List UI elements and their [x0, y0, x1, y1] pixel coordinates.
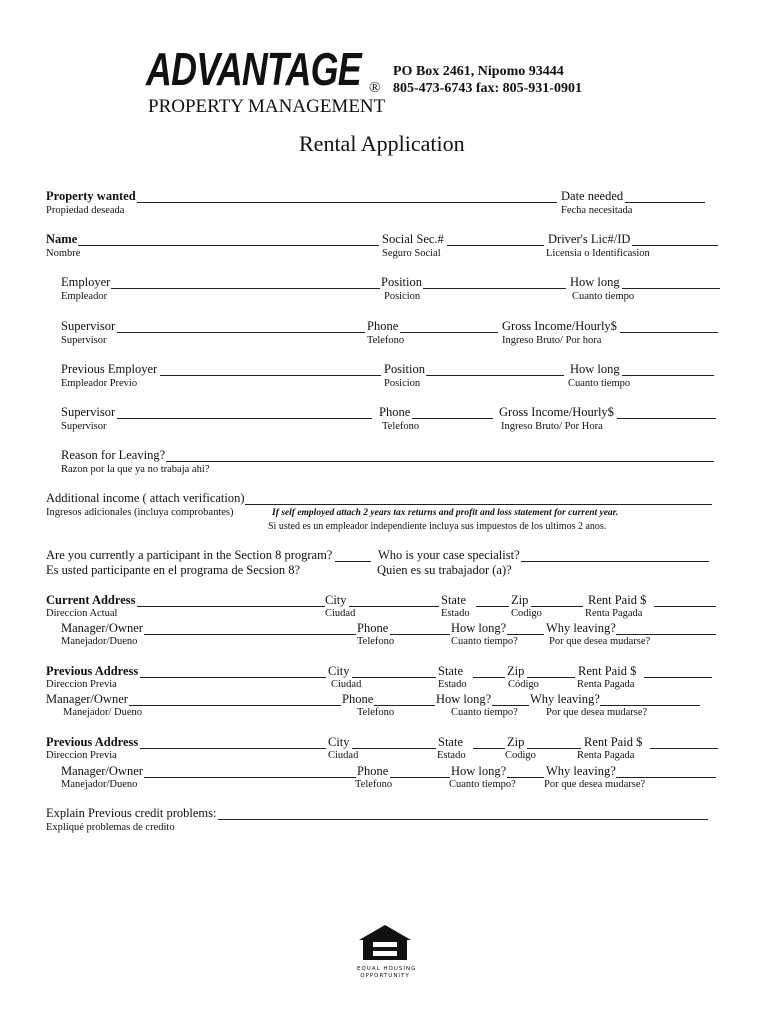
- previous-2-rent-field[interactable]: [650, 748, 718, 749]
- date-needed-label: Date needed: [561, 189, 624, 203]
- name-field[interactable]: [78, 245, 379, 246]
- previous-position-field[interactable]: [426, 375, 564, 376]
- date-needed-label-es: Fecha necesitada: [561, 205, 633, 216]
- current-address-label: Current Address: [46, 593, 136, 607]
- previous-2-city-label-es: Ciudad: [328, 750, 359, 761]
- current-how-long-label: How long?: [451, 621, 507, 635]
- previous-1-state-label-es: Estado: [438, 679, 467, 690]
- ssn-field[interactable]: [447, 245, 544, 246]
- previous-address-2-label: Previous Address: [46, 735, 139, 749]
- gross-income-field[interactable]: [620, 332, 718, 333]
- supervisor-phone-field[interactable]: [400, 332, 498, 333]
- previous-1-city-label-es: Ciudad: [331, 679, 362, 690]
- reason-for-leaving-label: Reason for Leaving?: [61, 448, 166, 462]
- previous-position-label: Position: [384, 362, 425, 376]
- previous-2-how-long-field[interactable]: [507, 777, 544, 778]
- reason-for-leaving-field[interactable]: [166, 461, 714, 462]
- previous-2-city-label: City: [328, 735, 350, 749]
- previous-1-how-long-label-es: Cuanto tiempo?: [451, 707, 518, 718]
- current-rent-field[interactable]: [654, 606, 716, 607]
- previous-address-1-label: Previous Address: [46, 664, 139, 678]
- current-address-label-es: Direccion Actual: [46, 608, 118, 619]
- current-state-label-es: Estado: [441, 608, 470, 619]
- case-specialist-field[interactable]: [521, 561, 709, 562]
- previous-1-state-field[interactable]: [473, 677, 505, 678]
- equal-housing-line2: OPPORTUNITY: [360, 973, 410, 979]
- previous-2-manager-label-es: Manejador/Dueno: [61, 779, 138, 790]
- current-manager-phone-label: Phone: [357, 621, 389, 635]
- supervisor-phone-label-es: Telefono: [367, 335, 405, 346]
- previous-1-phone-field[interactable]: [374, 705, 435, 706]
- section8-question: Are you currently a participant in the Section 8 program?: [46, 548, 333, 562]
- current-why-leaving-label: Why leaving?: [546, 621, 616, 635]
- previous-1-city-label: City: [328, 664, 350, 678]
- section8-answer-field[interactable]: [335, 561, 371, 562]
- drivers-license-field[interactable]: [632, 245, 718, 246]
- previous-supervisor-label-es: Supervisor: [61, 421, 107, 432]
- position-label-es: Posicion: [384, 291, 421, 302]
- previous-supervisor-label: Supervisor: [61, 405, 116, 419]
- equal-housing-icon: [357, 923, 413, 961]
- current-address-field[interactable]: [137, 606, 325, 607]
- previous-2-state-label-es: Estado: [437, 750, 466, 761]
- previous-1-manager-field[interactable]: [129, 705, 341, 706]
- date-needed-field[interactable]: [625, 202, 705, 203]
- previous-1-rent-label: Rent Paid $: [578, 664, 637, 678]
- how-long-label: How long: [570, 275, 620, 289]
- ssn-label-es: Seguro Social: [382, 248, 441, 259]
- previous-1-how-long-field[interactable]: [492, 705, 529, 706]
- previous-address-2-label-es: Direccion Previa: [46, 750, 117, 761]
- property-wanted-label-es: Propiedad deseada: [46, 205, 125, 216]
- current-manager-label: Manager/Owner: [61, 621, 143, 635]
- current-state-field[interactable]: [476, 606, 509, 607]
- previous-1-how-long-label: How long?: [436, 692, 492, 706]
- previous-supervisor-phone-label-es: Telefono: [382, 421, 420, 432]
- credit-problems-label-es: Expliqué problemas de credito: [46, 822, 175, 833]
- current-rent-label-es: Renta Pagada: [585, 608, 643, 619]
- previous-2-why-leaving-label: Why leaving?: [546, 764, 616, 778]
- property-wanted-label: Property wanted: [46, 189, 136, 203]
- previous-1-state-label: State: [438, 664, 463, 678]
- previous-how-long-field[interactable]: [622, 375, 714, 376]
- credit-problems-label: Explain Previous credit problems:: [46, 806, 217, 820]
- previous-1-phone-label-es: Telefono: [357, 707, 395, 718]
- company-address: PO Box 2461, Nipomo 93444: [393, 64, 564, 79]
- case-specialist-label: Who is your case specialist?: [378, 548, 520, 562]
- previous-supervisor-phone-field[interactable]: [412, 418, 493, 419]
- employer-label-es: Empleador: [61, 291, 108, 302]
- current-rent-label: Rent Paid $: [588, 593, 647, 607]
- previous-1-zip-label-es: Código: [508, 679, 539, 690]
- ssn-label: Social Sec.#: [382, 232, 444, 246]
- previous-1-rent-field[interactable]: [644, 677, 712, 678]
- current-why-leaving-label-es: Por que desea mudarse?: [549, 636, 651, 647]
- self-employed-note-es: Si usted es un empleador independiente incluya sus impuestos de los ultimos 2 anos.: [268, 521, 607, 532]
- previous-2-rent-label: Rent Paid $: [584, 735, 643, 749]
- previous-supervisor-phone-label: Phone: [379, 405, 411, 419]
- previous-employer-label: Previous Employer: [61, 362, 158, 376]
- current-manager-phone-field[interactable]: [390, 634, 450, 635]
- previous-2-zip-field[interactable]: [527, 748, 581, 749]
- additional-income-label-es: Ingresos adicionales (incluya comprobantes): [46, 507, 234, 518]
- previous-employer-field[interactable]: [160, 375, 381, 376]
- supervisor-label-es: Supervisor: [61, 335, 107, 346]
- reason-for-leaving-label-es: Razon por la que ya no trabaja ahi?: [61, 464, 210, 475]
- position-label: Position: [381, 275, 422, 289]
- company-logo-wordmark: ADVANTAGE: [146, 43, 361, 95]
- gross-income-label-es: Ingreso Bruto/ Por hora: [502, 335, 602, 346]
- name-label-es: Nombre: [46, 248, 81, 259]
- previous-address-1-label-es: Direccion Previa: [46, 679, 117, 690]
- gross-income-label: Gross Income/Hourly$: [502, 319, 617, 333]
- section8-question-es: Es usted participante en el programa de Secsion 8?: [46, 563, 301, 577]
- previous-2-state-field[interactable]: [473, 748, 505, 749]
- current-manager-field[interactable]: [144, 634, 356, 635]
- employer-label: Employer: [61, 275, 111, 289]
- current-zip-label: Zip: [511, 593, 529, 607]
- previous-how-long-label-es: Cuanto tiempo: [568, 378, 631, 389]
- current-why-leaving-field[interactable]: [616, 634, 716, 635]
- supervisor-field[interactable]: [117, 332, 365, 333]
- current-how-long-field[interactable]: [507, 634, 544, 635]
- equal-housing-logo: [357, 923, 417, 980]
- additional-income-field[interactable]: [245, 504, 712, 505]
- current-manager-label-es: Manejador/Dueno: [61, 636, 138, 647]
- current-city-label: City: [325, 593, 347, 607]
- previous-1-zip-field[interactable]: [527, 677, 575, 678]
- how-long-label-es: Cuanto tiempo: [572, 291, 635, 302]
- additional-income-label: Additional income ( attach verification): [46, 491, 245, 505]
- previous-2-state-label: State: [438, 735, 463, 749]
- previous-1-why-leaving-label-es: Por que desea mudarse?: [546, 707, 648, 718]
- previous-2-how-long-label-es: Cuanto tiempo?: [449, 779, 516, 790]
- previous-gross-income-field[interactable]: [617, 418, 716, 419]
- previous-2-manager-label: Manager/Owner: [61, 764, 143, 778]
- previous-2-zip-label: Zip: [507, 735, 525, 749]
- property-wanted-field[interactable]: [137, 202, 557, 203]
- previous-2-phone-label-es: Telefono: [355, 779, 393, 790]
- previous-1-manager-label-es: Manejador/ Dueno: [63, 707, 143, 718]
- how-long-field[interactable]: [622, 288, 720, 289]
- previous-1-zip-label: Zip: [507, 664, 525, 678]
- supervisor-phone-label: Phone: [367, 319, 399, 333]
- previous-1-why-leaving-label: Why leaving?: [530, 692, 600, 706]
- company-logo-subtitle: PROPERTY MANAGEMENT: [148, 96, 386, 117]
- credit-problems-field[interactable]: [218, 819, 708, 820]
- previous-address-2-field[interactable]: [140, 748, 326, 749]
- drivers-license-label: Driver's Lic#/ID: [548, 232, 631, 246]
- previous-supervisor-field[interactable]: [117, 418, 372, 419]
- current-city-field[interactable]: [349, 606, 439, 607]
- previous-employer-label-es: Empleador Previo: [61, 378, 138, 389]
- employer-field[interactable]: [111, 288, 380, 289]
- previous-2-why-leaving-field[interactable]: [616, 777, 716, 778]
- previous-2-rent-label-es: Renta Pagada: [577, 750, 635, 761]
- current-zip-label-es: Codigo: [511, 608, 542, 619]
- previous-1-manager-label: Manager/Owner: [46, 692, 128, 706]
- equal-housing-line1: EQUAL HOUSING: [357, 966, 417, 972]
- current-manager-phone-label-es: Telefono: [357, 636, 395, 647]
- previous-2-city-field[interactable]: [352, 748, 436, 749]
- name-label: Name: [46, 232, 78, 246]
- current-state-label: State: [441, 593, 466, 607]
- previous-position-label-es: Posicion: [384, 378, 421, 389]
- previous-how-long-label: How long: [570, 362, 620, 376]
- previous-2-phone-field[interactable]: [390, 777, 450, 778]
- previous-1-phone-label: Phone: [342, 692, 374, 706]
- page-title: Rental Application: [299, 131, 465, 156]
- position-field[interactable]: [423, 288, 566, 289]
- current-city-label-es: Ciudad: [325, 608, 356, 619]
- drivers-license-label-es: Licensia o Identificasion: [546, 248, 650, 259]
- previous-address-1-field[interactable]: [140, 677, 326, 678]
- previous-2-how-long-label: How long?: [451, 764, 507, 778]
- previous-1-why-leaving-field[interactable]: [600, 705, 700, 706]
- registered-mark: ®: [369, 80, 381, 96]
- previous-1-city-field[interactable]: [352, 677, 436, 678]
- previous-2-zip-label-es: Codigo: [505, 750, 536, 761]
- current-how-long-label-es: Cuanto tiempo?: [451, 636, 518, 647]
- previous-2-why-leaving-label-es: Por que desea mudarse?: [544, 779, 646, 790]
- case-specialist-label-es: Quien es su trabajador (a)?: [377, 563, 512, 577]
- self-employed-note: If self employed attach 2 years tax returns and profit and loss statement for current year.: [272, 508, 619, 518]
- supervisor-label: Supervisor: [61, 319, 116, 333]
- equal-housing-text: [357, 966, 417, 980]
- company-phone-fax: 805-473-6743 fax: 805-931-0901: [393, 81, 582, 96]
- previous-2-phone-label: Phone: [357, 764, 389, 778]
- previous-gross-income-label-es: Ingreso Bruto/ Por Hora: [501, 421, 603, 432]
- previous-gross-income-label: Gross Income/Hourly$: [499, 405, 614, 419]
- current-zip-field[interactable]: [531, 606, 583, 607]
- previous-1-rent-label-es: Renta Pagada: [577, 679, 635, 690]
- previous-2-manager-field[interactable]: [144, 777, 356, 778]
